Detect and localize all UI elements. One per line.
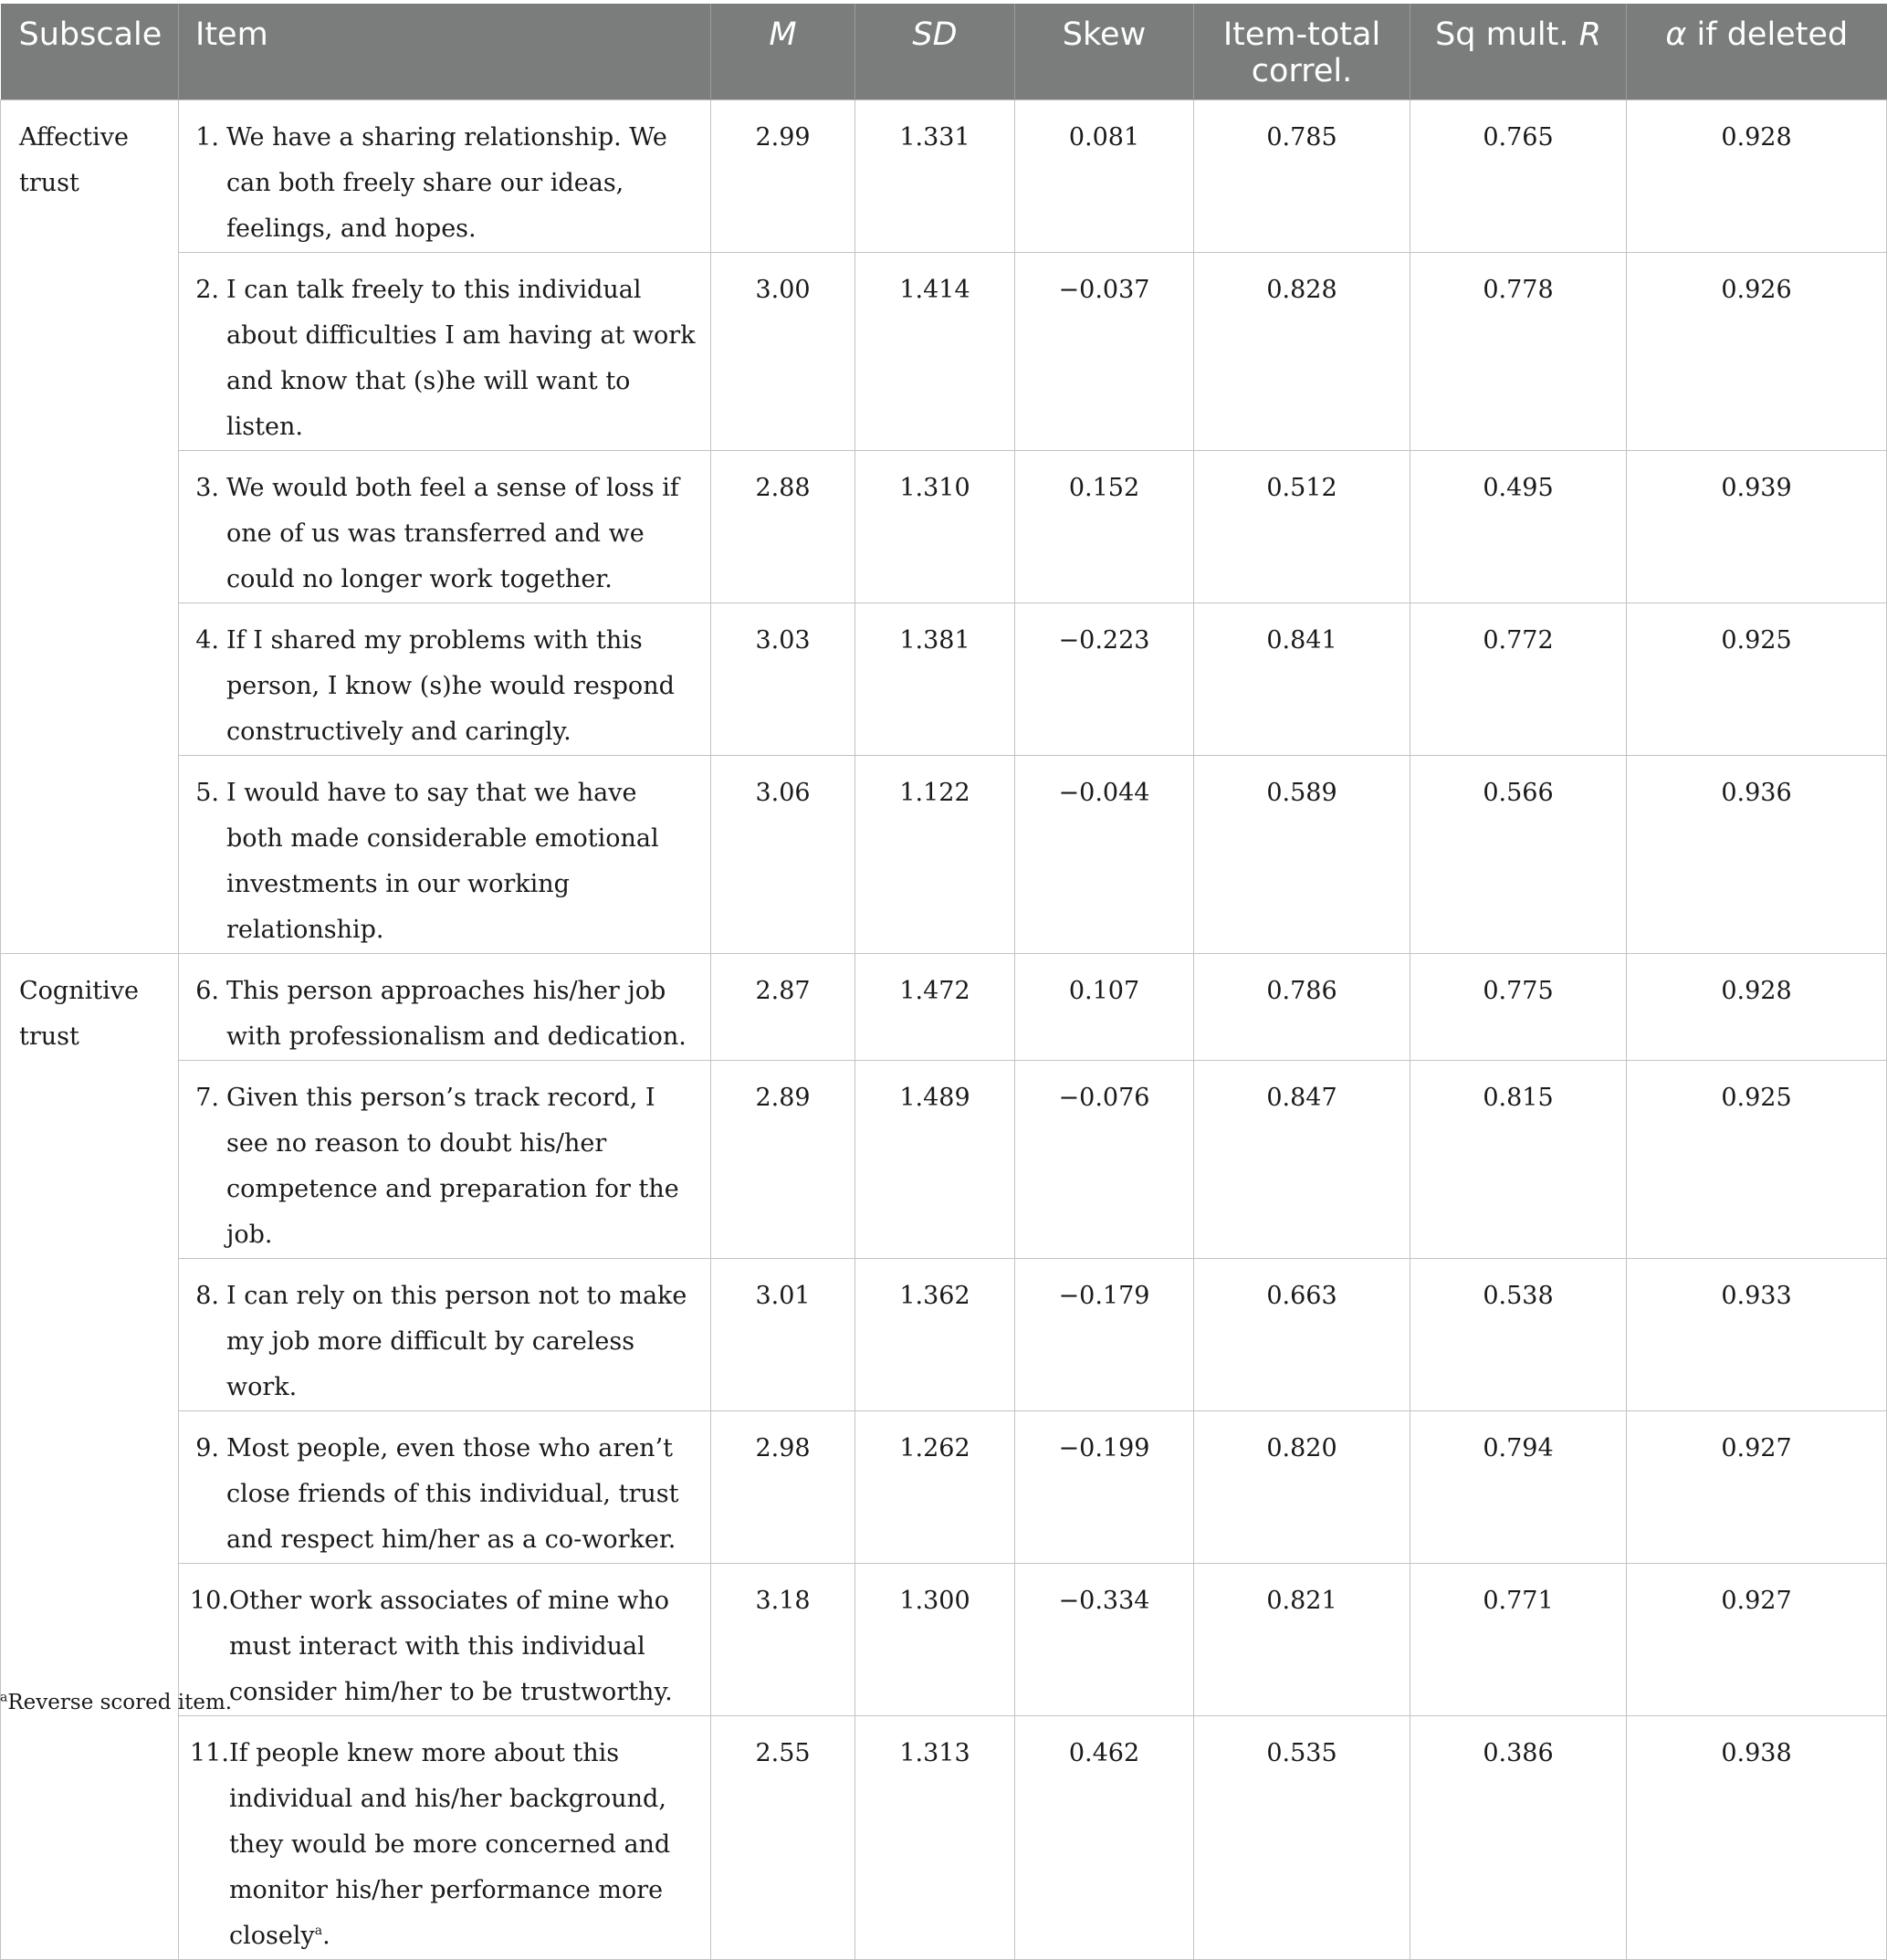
item-text-wrapper: If people knew more about this individual and his/her background, they would be more concerned and monitor his/her performance more closely$^a$. xyxy=(228,1738,671,1950)
sq-mult-r-cell: 0.775 xyxy=(1410,953,1627,1060)
skew-cell: −0.076 xyxy=(1015,1060,1194,1258)
table-row xyxy=(1,603,1887,755)
reverse-scored-marker: a xyxy=(314,1923,323,1938)
item-text: I would have to say that we have both made considerable emotional investments in our working relationship. xyxy=(226,778,659,944)
mean-cell: 2.55 xyxy=(711,1715,855,1959)
sq-mult-r-cell: 0.794 xyxy=(1410,1410,1627,1563)
item-total-cell: 0.847 xyxy=(1194,1060,1410,1258)
item-text-wrapper xyxy=(226,1273,699,1410)
item-text-wrapper xyxy=(226,466,699,603)
item-text: We have a sharing relationship. We can both freely share our ideas, feelings, and hopes. xyxy=(226,122,667,243)
sd-cell: 1.489 xyxy=(855,1060,1015,1258)
item-total-cell: 0.535 xyxy=(1194,1715,1410,1959)
sd-cell: 1.472 xyxy=(855,953,1015,1060)
sq-mult-r-cell: 0.771 xyxy=(1410,1563,1627,1715)
sd-cell: 1.262 xyxy=(855,1410,1015,1563)
header-mean: M xyxy=(711,4,855,100)
header-alpha-if-deleted xyxy=(1627,4,1887,100)
item-text-wrapper xyxy=(229,1578,699,1715)
sq-mult-r-cell: 0.772 xyxy=(1410,603,1627,755)
alpha-if-deleted-cell: 0.925 xyxy=(1627,1060,1887,1258)
alpha-if-deleted-cell: 0.928 xyxy=(1627,100,1887,252)
item-number: 9. xyxy=(195,1433,219,1462)
alpha-if-deleted-cell: 0.927 xyxy=(1627,1410,1887,1563)
item-number: 11. xyxy=(190,1738,229,1767)
item-total-cell: 0.828 xyxy=(1194,252,1410,450)
item-text-wrapper xyxy=(226,770,699,953)
table-row xyxy=(1,100,1887,252)
item-text-wrapper xyxy=(226,115,699,252)
skew-cell: −0.223 xyxy=(1015,603,1194,755)
table-row xyxy=(1,450,1887,603)
table-footnote xyxy=(0,1691,232,1714)
mean-cell: 3.03 xyxy=(711,603,855,755)
trust-scale-table xyxy=(0,4,1887,1960)
skew-cell: 0.152 xyxy=(1015,450,1194,603)
alpha-if-deleted-cell: 0.925 xyxy=(1627,603,1887,755)
item-total-cell: 0.785 xyxy=(1194,100,1410,252)
item-total-cell: 0.589 xyxy=(1194,755,1410,953)
skew-cell: −0.179 xyxy=(1015,1258,1194,1410)
sd-cell: 1.381 xyxy=(855,603,1015,755)
item-text-wrapper xyxy=(226,1075,699,1258)
item-text-wrapper xyxy=(226,267,699,450)
sq-mult-r-cell: 0.815 xyxy=(1410,1060,1627,1258)
sd-cell: 1.300 xyxy=(855,1563,1015,1715)
mean-cell: 3.01 xyxy=(711,1258,855,1410)
header-alpha-symbol: α xyxy=(1665,16,1687,53)
table-row xyxy=(1,1258,1887,1410)
header-sd: SD xyxy=(855,4,1015,100)
table-row xyxy=(1,252,1887,450)
header-subscale: Subscale xyxy=(1,4,179,100)
item-text: Most people, even those who aren’t close friends of this individual, trust and respect him/her as a co-worker. xyxy=(226,1433,679,1554)
sd-cell: 1.310 xyxy=(855,450,1015,603)
mean-cell: 3.00 xyxy=(711,252,855,450)
item-number: 4. xyxy=(195,625,219,655)
header-sq-mult-prefix: Sq mult. xyxy=(1435,16,1579,53)
subscale-cell xyxy=(1,953,179,1959)
sd-cell: 1.414 xyxy=(855,252,1015,450)
header-row xyxy=(1,4,1887,100)
sd-cell: 1.313 xyxy=(855,1715,1015,1959)
alpha-if-deleted-cell: 0.938 xyxy=(1627,1715,1887,1959)
item-text: This person approaches his/her job with professionalism and dedication. xyxy=(226,976,687,1051)
item-cell xyxy=(179,1060,711,1258)
item-number: 3. xyxy=(195,473,219,502)
mean-cell: 3.18 xyxy=(711,1563,855,1715)
mean-cell: 2.99 xyxy=(711,100,855,252)
header-r-symbol: R xyxy=(1578,16,1601,53)
mean-cell: 2.87 xyxy=(711,953,855,1060)
alpha-if-deleted-cell: 0.927 xyxy=(1627,1563,1887,1715)
sq-mult-r-cell: 0.538 xyxy=(1410,1258,1627,1410)
item-number: 1. xyxy=(195,122,219,152)
table-row xyxy=(1,755,1887,953)
header-alpha-suffix: if deleted xyxy=(1686,16,1849,53)
item-text-wrapper xyxy=(226,1426,699,1563)
item-number: 5. xyxy=(195,778,219,807)
item-total-cell: 0.512 xyxy=(1194,450,1410,603)
sd-cell: 1.122 xyxy=(855,755,1015,953)
item-text-wrapper xyxy=(226,969,699,1060)
item-cell xyxy=(179,1563,711,1715)
item-cell xyxy=(179,100,711,252)
skew-cell: 0.081 xyxy=(1015,100,1194,252)
table-row xyxy=(1,953,1887,1060)
item-number: 10. xyxy=(190,1586,229,1615)
item-text: I can talk freely to this individual about difficulties I am having at work and know that (s)he will want to listen. xyxy=(226,275,696,441)
footnote-text: Reverse scored item. xyxy=(7,1691,233,1714)
item-text: If I shared my problems with this person, I know (s)he would respond constructively and caringly. xyxy=(226,625,675,746)
sd-cell: 1.331 xyxy=(855,100,1015,252)
header-skew: Skew xyxy=(1015,4,1194,100)
item-text: If people knew more about this individual and his/her background, they would be more concerned and monitor his/her performance more closely xyxy=(228,1738,671,1950)
alpha-if-deleted-cell: 0.936 xyxy=(1627,755,1887,953)
item-total-cell: 0.820 xyxy=(1194,1410,1410,1563)
item-number: 6. xyxy=(195,976,219,1005)
table-row xyxy=(1,1563,1887,1715)
skew-cell: −0.037 xyxy=(1015,252,1194,450)
item-total-cell: 0.663 xyxy=(1194,1258,1410,1410)
subscale-label: Affective trust xyxy=(19,122,130,197)
item-cell xyxy=(179,252,711,450)
header-item-total-correl: Item-total correl. xyxy=(1194,4,1410,100)
item-text: Given this person’s track record, I see no reason to doubt his/her competence and preparation for the job. xyxy=(226,1083,679,1249)
subscale-label: Cognitive trust xyxy=(19,976,139,1051)
table-row xyxy=(1,1410,1887,1563)
sq-mult-r-cell: 0.778 xyxy=(1410,252,1627,450)
sq-mult-r-cell: 0.765 xyxy=(1410,100,1627,252)
item-total-cell: 0.841 xyxy=(1194,603,1410,755)
alpha-if-deleted-cell: 0.928 xyxy=(1627,953,1887,1060)
sd-cell: 1.362 xyxy=(855,1258,1015,1410)
skew-cell: −0.199 xyxy=(1015,1410,1194,1563)
item-cell xyxy=(179,1410,711,1563)
mean-cell: 3.06 xyxy=(711,755,855,953)
mean-cell: 2.98 xyxy=(711,1410,855,1563)
header-item: Item xyxy=(179,4,711,100)
skew-cell: −0.334 xyxy=(1015,1563,1194,1715)
item-cell xyxy=(179,755,711,953)
subscale-cell xyxy=(1,100,179,953)
skew-cell: 0.462 xyxy=(1015,1715,1194,1959)
alpha-if-deleted-cell: 0.926 xyxy=(1627,252,1887,450)
alpha-if-deleted-cell: 0.933 xyxy=(1627,1258,1887,1410)
item-text-wrapper xyxy=(226,618,699,755)
sq-mult-r-cell: 0.495 xyxy=(1410,450,1627,603)
item-total-cell: 0.786 xyxy=(1194,953,1410,1060)
item-cell xyxy=(179,1258,711,1410)
table-row xyxy=(1,1060,1887,1258)
item-cell xyxy=(179,1715,711,1959)
item-text: We would both feel a sense of loss if one of us was transferred and we could no longer work together. xyxy=(226,473,679,593)
item-number: 8. xyxy=(195,1281,219,1310)
item-number: 7. xyxy=(195,1083,219,1112)
item-text: I can rely on this person not to make my job more difficult by careless work. xyxy=(226,1281,687,1401)
table-body xyxy=(1,100,1887,1959)
mean-cell: 2.88 xyxy=(711,450,855,603)
mean-cell: 2.89 xyxy=(711,1060,855,1258)
alpha-if-deleted-cell: 0.939 xyxy=(1627,450,1887,603)
sq-mult-r-cell: 0.386 xyxy=(1410,1715,1627,1959)
item-total-cell: 0.821 xyxy=(1194,1563,1410,1715)
header-sq-mult-r xyxy=(1410,4,1627,100)
sq-mult-r-cell: 0.566 xyxy=(1410,755,1627,953)
item-number: 2. xyxy=(195,275,219,304)
item-cell xyxy=(179,450,711,603)
item-cell xyxy=(179,603,711,755)
footnote-marker: a xyxy=(0,1690,8,1705)
item-text: Other work associates of mine who must interact with this individual consider him/her to be trustworthy. xyxy=(228,1586,673,1706)
skew-cell: −0.044 xyxy=(1015,755,1194,953)
skew-cell: 0.107 xyxy=(1015,953,1194,1060)
item-cell xyxy=(179,953,711,1060)
table-row xyxy=(1,1715,1887,1959)
